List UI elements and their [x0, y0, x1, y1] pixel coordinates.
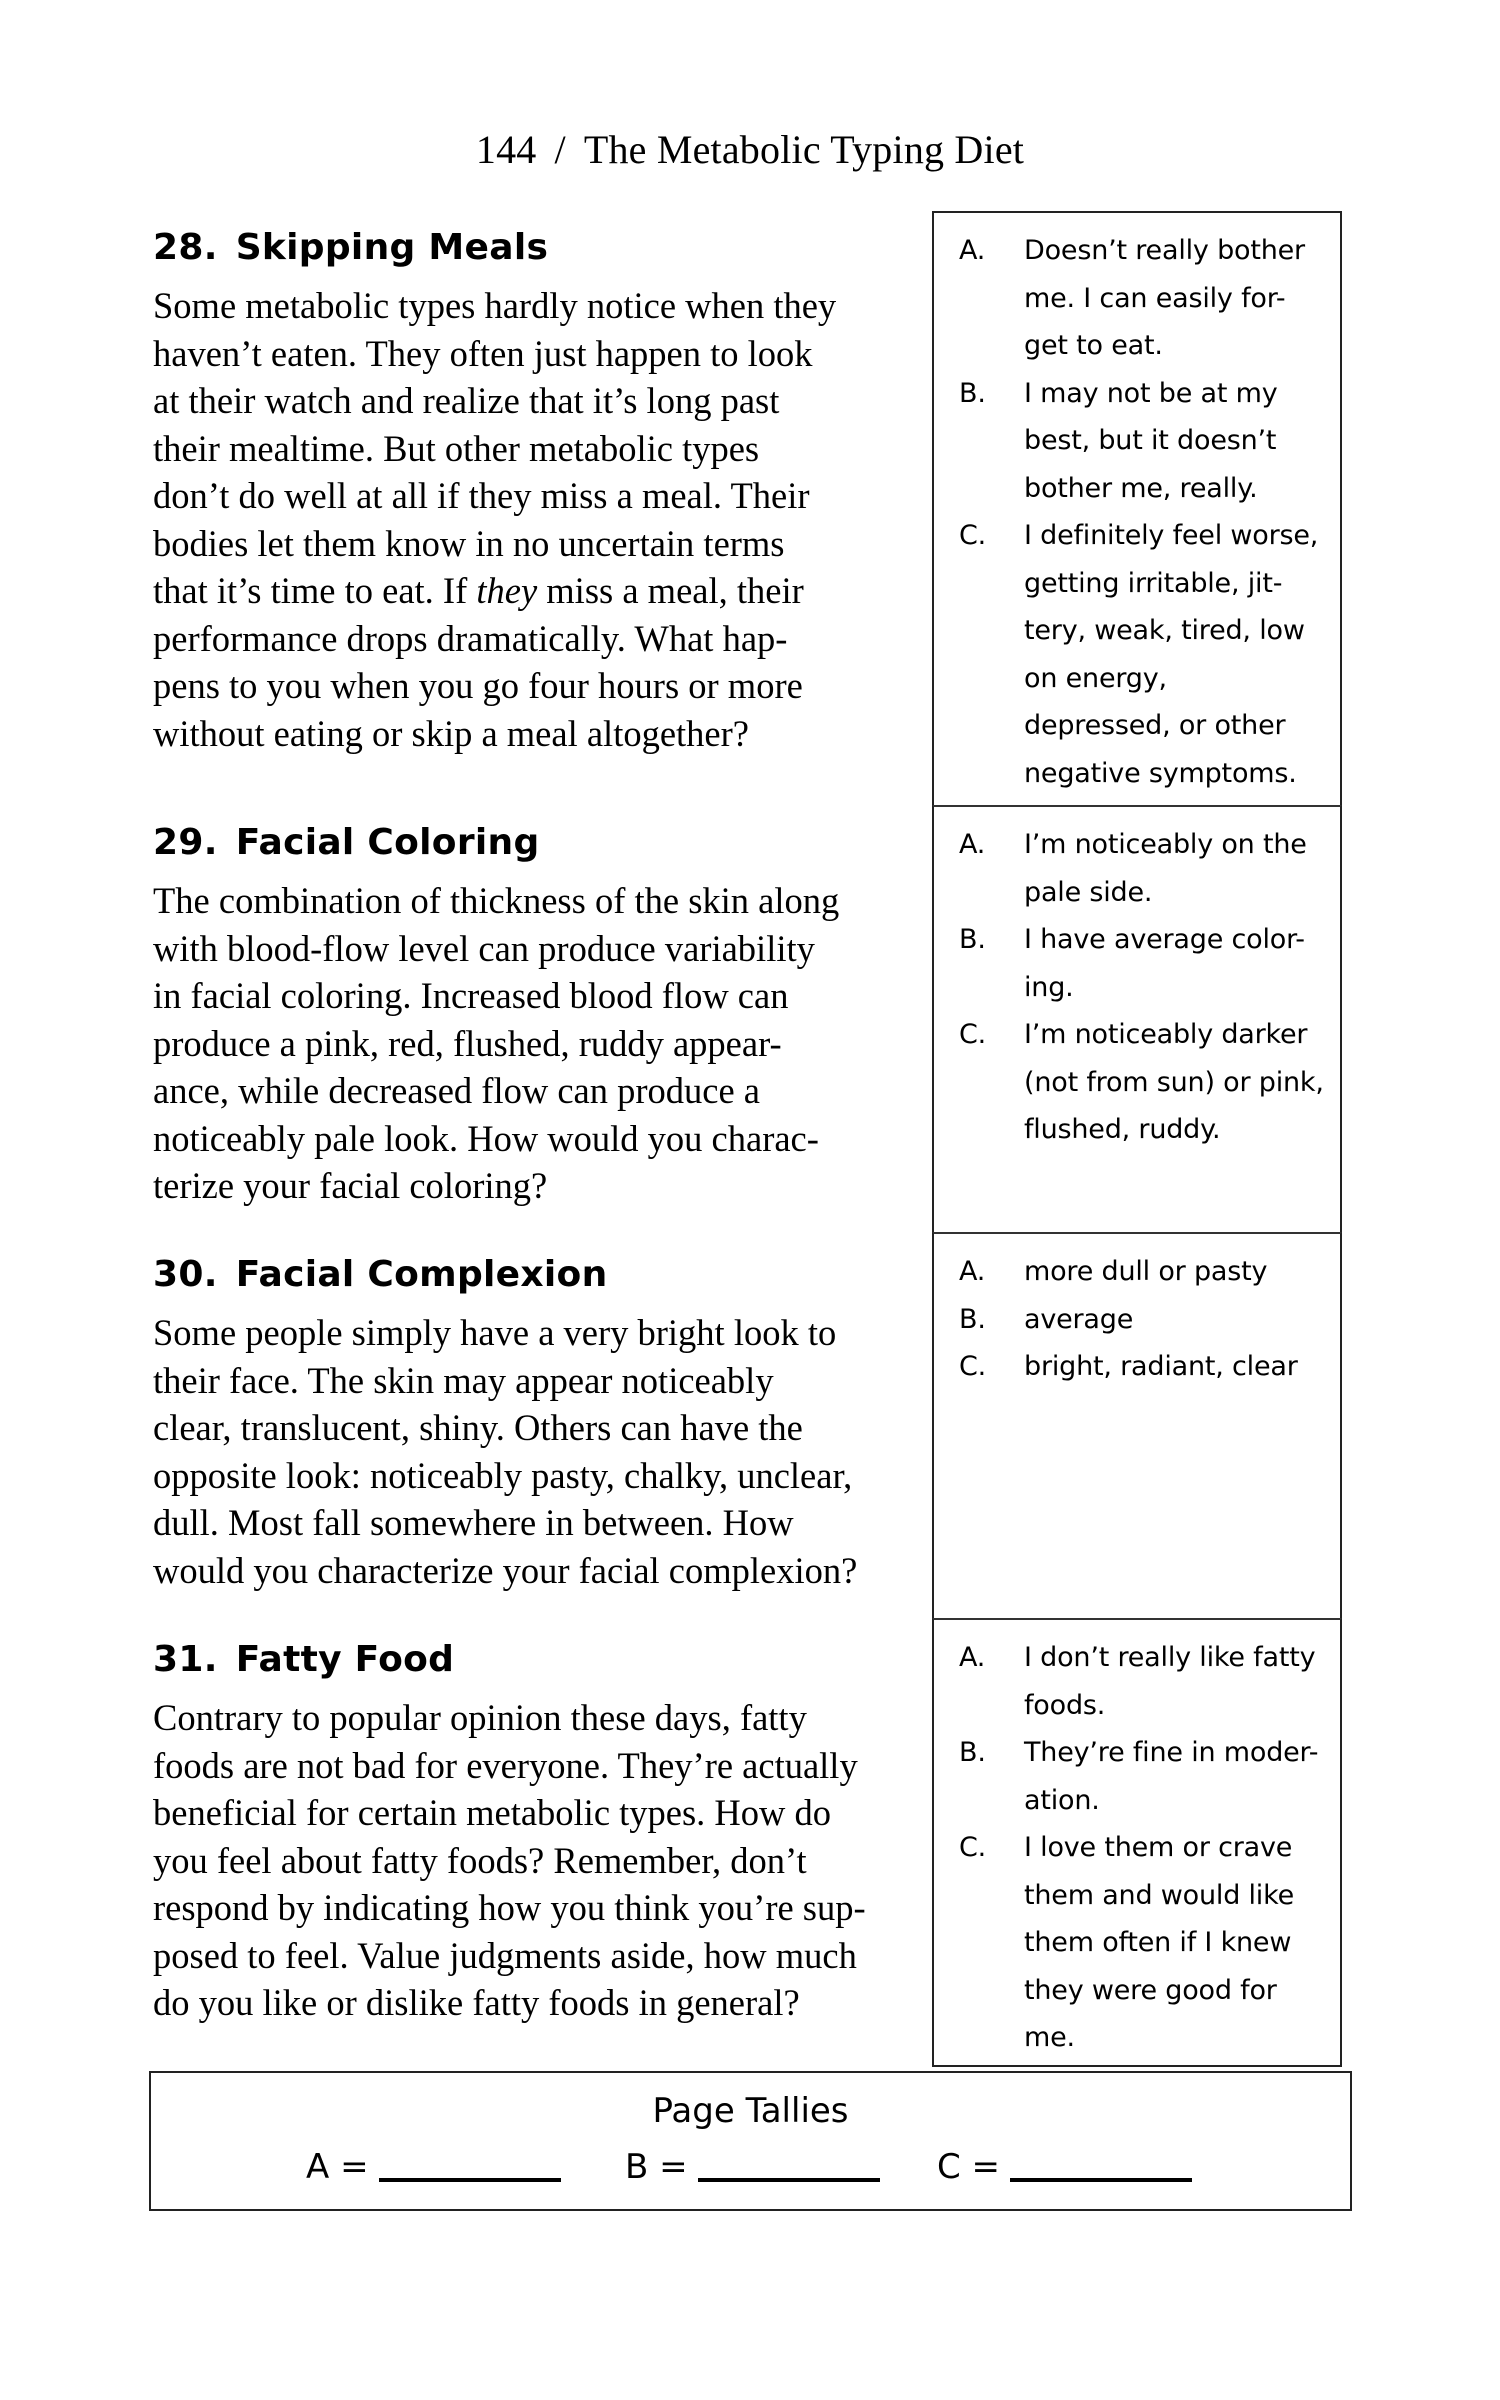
tally-a [306, 2147, 561, 2187]
option-line: ation. [1024, 1784, 1100, 1816]
answer-options [934, 213, 1340, 797]
option-text [1024, 1729, 1340, 1824]
emphasis-text: they [476, 570, 538, 611]
question-body [153, 877, 923, 1210]
question-body [153, 1309, 923, 1594]
option-text [1024, 1343, 1340, 1391]
question-number: 30. [153, 1254, 218, 1295]
option-line: tery, weak, tired, low [1024, 615, 1305, 646]
body-line: at their watch and realize that it’s long past [153, 380, 780, 421]
answer-option-b[interactable] [934, 916, 1340, 1011]
tally-b-blank[interactable] [698, 2178, 880, 2182]
option-line: me. [1024, 2022, 1075, 2053]
question-heading [153, 821, 923, 865]
page-tallies-title: Page Tallies [652, 2091, 849, 2131]
option-line: foods. [1024, 1689, 1106, 1721]
book-title: The Metabolic Typing Diet [583, 127, 1025, 172]
question-28 [153, 226, 923, 757]
body-line: Contrary to popular opinion these days, fatty [153, 1697, 807, 1738]
body-line: do you like or dislike fatty foods in general? [153, 1982, 800, 2023]
body-line: Some people simply have a very bright look to [153, 1312, 837, 1353]
question-heading [153, 1253, 923, 1297]
question-heading [153, 1638, 923, 1682]
body-line: don’t do well at all if they miss a meal. Their [153, 475, 810, 516]
body-line: without eating or skip a meal altogether? [153, 712, 749, 754]
option-line: more dull or pasty [1024, 1256, 1268, 1287]
question-30 [153, 1253, 923, 1594]
option-text [1024, 512, 1340, 797]
body-line: respond by indicating how you think you’re sup- [153, 1887, 866, 1928]
option-line: I definitely feel worse, [1024, 520, 1319, 551]
running-head-separator: / [554, 127, 566, 172]
body-line: foods are not bad for everyone. They’re actually [153, 1744, 858, 1786]
option-text [1024, 821, 1340, 916]
option-letter: A. [959, 1642, 986, 1673]
page-tallies-box [149, 2071, 1352, 2211]
option-letter: B. [959, 1737, 986, 1768]
option-text [1024, 1248, 1340, 1296]
option-letter: B. [959, 377, 986, 409]
option-line: average [1024, 1303, 1134, 1335]
option-line: I don’t really like fatty [1024, 1642, 1316, 1673]
option-line: I’m noticeably on the [1024, 829, 1307, 860]
answer-option-b[interactable] [934, 1729, 1340, 1824]
option-line: get to eat. [1024, 330, 1163, 361]
body-line: would you characterize your facial complexion? [153, 1549, 858, 1591]
body-line: performance drops dramatically. What hap- [153, 617, 788, 659]
body-line: bodies let them know in no uncertain terms [153, 522, 785, 564]
option-line: I may not be at my [1024, 377, 1278, 409]
question-title: Fatty Food [235, 1639, 455, 1680]
option-letter: A. [959, 235, 986, 266]
option-text [1024, 227, 1340, 370]
tally-b [625, 2147, 880, 2187]
tally-label: B = [625, 2147, 688, 2187]
option-line: flushed, ruddy. [1024, 1114, 1221, 1145]
option-line: bright, radiant, clear [1024, 1351, 1298, 1382]
question-number: 29. [153, 822, 218, 863]
option-line: bother me, really. [1024, 472, 1258, 504]
option-line: Doesn’t really bother [1024, 235, 1305, 266]
option-letter: C. [959, 1351, 987, 1382]
body-line: terize your facial coloring? [153, 1165, 548, 1206]
tally-label: A = [306, 2147, 369, 2187]
body-line: Some metabolic types hardly notice when they [153, 285, 837, 326]
option-line: they were good for [1024, 1974, 1277, 2006]
option-line: negative symptoms. [1024, 757, 1297, 789]
answer-option-a[interactable] [934, 1634, 1340, 1729]
option-line: getting irritable, jit- [1024, 567, 1283, 599]
body-line: noticeably pale look. How would you charac- [153, 1117, 819, 1159]
option-line: depressed, or other [1024, 710, 1286, 741]
body-line: in facial coloring. Increased blood flow can [153, 975, 789, 1016]
body-line: pens to you when you go four hours or more [153, 665, 803, 706]
question-31 [153, 1638, 923, 2027]
page-number: 144 [475, 127, 537, 172]
body-line: posed to feel. Value judgments aside, how much [153, 1934, 857, 1976]
option-line: (not from sun) or pink, [1024, 1066, 1324, 1098]
body-line: with blood-flow level can produce variability [153, 927, 815, 969]
option-letter: C. [959, 1832, 987, 1863]
answer-options [934, 807, 1340, 1154]
answer-option-b[interactable] [934, 370, 1340, 513]
answer-option-c[interactable] [934, 1824, 1340, 2062]
option-line: ing. [1024, 971, 1074, 1003]
option-text [1024, 1634, 1340, 1729]
option-text [1024, 370, 1340, 513]
running-head [0, 126, 1500, 174]
answer-option-c[interactable] [934, 512, 1340, 797]
option-line: best, but it doesn’t [1024, 425, 1277, 456]
option-line: I have average color- [1024, 924, 1305, 955]
answer-box-28 [932, 211, 1342, 806]
option-letter: C. [959, 520, 987, 551]
question-number: 28. [153, 227, 218, 268]
question-body [153, 282, 923, 757]
answer-box-29 [932, 805, 1342, 1233]
option-text [1024, 1824, 1340, 2062]
answer-options [934, 1620, 1340, 2062]
answer-option-a[interactable] [934, 1248, 1340, 1296]
option-letter: A. [959, 1256, 986, 1287]
body-line: dull. Most fall somewhere in between. How [153, 1502, 794, 1543]
answer-option-c[interactable] [934, 1011, 1340, 1154]
option-text [1024, 1011, 1340, 1154]
option-line: me. I can easily for- [1024, 282, 1286, 314]
option-letter: C. [959, 1019, 987, 1050]
body-line [153, 567, 923, 615]
body-line: their face. The skin may appear noticeably [153, 1359, 774, 1401]
answer-option-c[interactable] [934, 1343, 1340, 1391]
tally-a-blank[interactable] [379, 2178, 561, 2182]
question-number: 31. [153, 1639, 218, 1680]
body-line: their mealtime. But other metabolic types [153, 427, 760, 469]
option-line: them often if I knew [1024, 1927, 1292, 1958]
body-line: haven’t eaten. They often just happen to look [153, 332, 813, 374]
answer-option-a[interactable] [934, 821, 1340, 916]
body-line: clear, translucent, shiny. Others can have the [153, 1407, 803, 1448]
question-title: Facial Coloring [235, 822, 540, 863]
option-line: I love them or crave [1024, 1832, 1293, 1863]
body-line: you feel about fatty foods? Remember, don’t [153, 1839, 807, 1881]
answer-options [934, 1234, 1340, 1391]
option-text [1024, 916, 1340, 1011]
question-title: Facial Complexion [235, 1254, 608, 1295]
option-line: them and would like [1024, 1879, 1294, 1911]
body-line: produce a pink, red, flushed, ruddy appear- [153, 1022, 782, 1064]
question-29 [153, 821, 923, 1210]
body-line: ance, while decreased flow can produce a [153, 1070, 760, 1111]
question-title: Skipping Meals [235, 227, 549, 268]
answer-option-b[interactable] [934, 1296, 1340, 1344]
tally-c [937, 2147, 1192, 2187]
option-line: I’m noticeably darker [1024, 1019, 1308, 1050]
body-text: that it’s time to eat. If [153, 570, 477, 611]
option-letter: B. [959, 1303, 986, 1335]
answer-box-31 [932, 1618, 1342, 2067]
tally-c-blank[interactable] [1010, 2178, 1192, 2182]
body-line: The combination of thickness of the skin along [153, 880, 840, 921]
question-heading [153, 226, 923, 270]
option-line: pale side. [1024, 876, 1153, 908]
option-letter: B. [959, 924, 986, 955]
body-line: opposite look: noticeably pasty, chalky, unclear, [153, 1454, 853, 1496]
answer-box-30 [932, 1232, 1342, 1619]
option-line: They’re fine in moder- [1024, 1737, 1319, 1768]
option-line: on energy, [1024, 662, 1167, 694]
body-text: miss a meal, their [537, 570, 804, 611]
option-text [1024, 1296, 1340, 1344]
question-body [153, 1694, 923, 2027]
tally-label: C = [937, 2147, 1001, 2187]
body-line: beneficial for certain metabolic types. How do [153, 1792, 832, 1833]
option-letter: A. [959, 829, 986, 860]
answer-option-a[interactable] [934, 227, 1340, 370]
